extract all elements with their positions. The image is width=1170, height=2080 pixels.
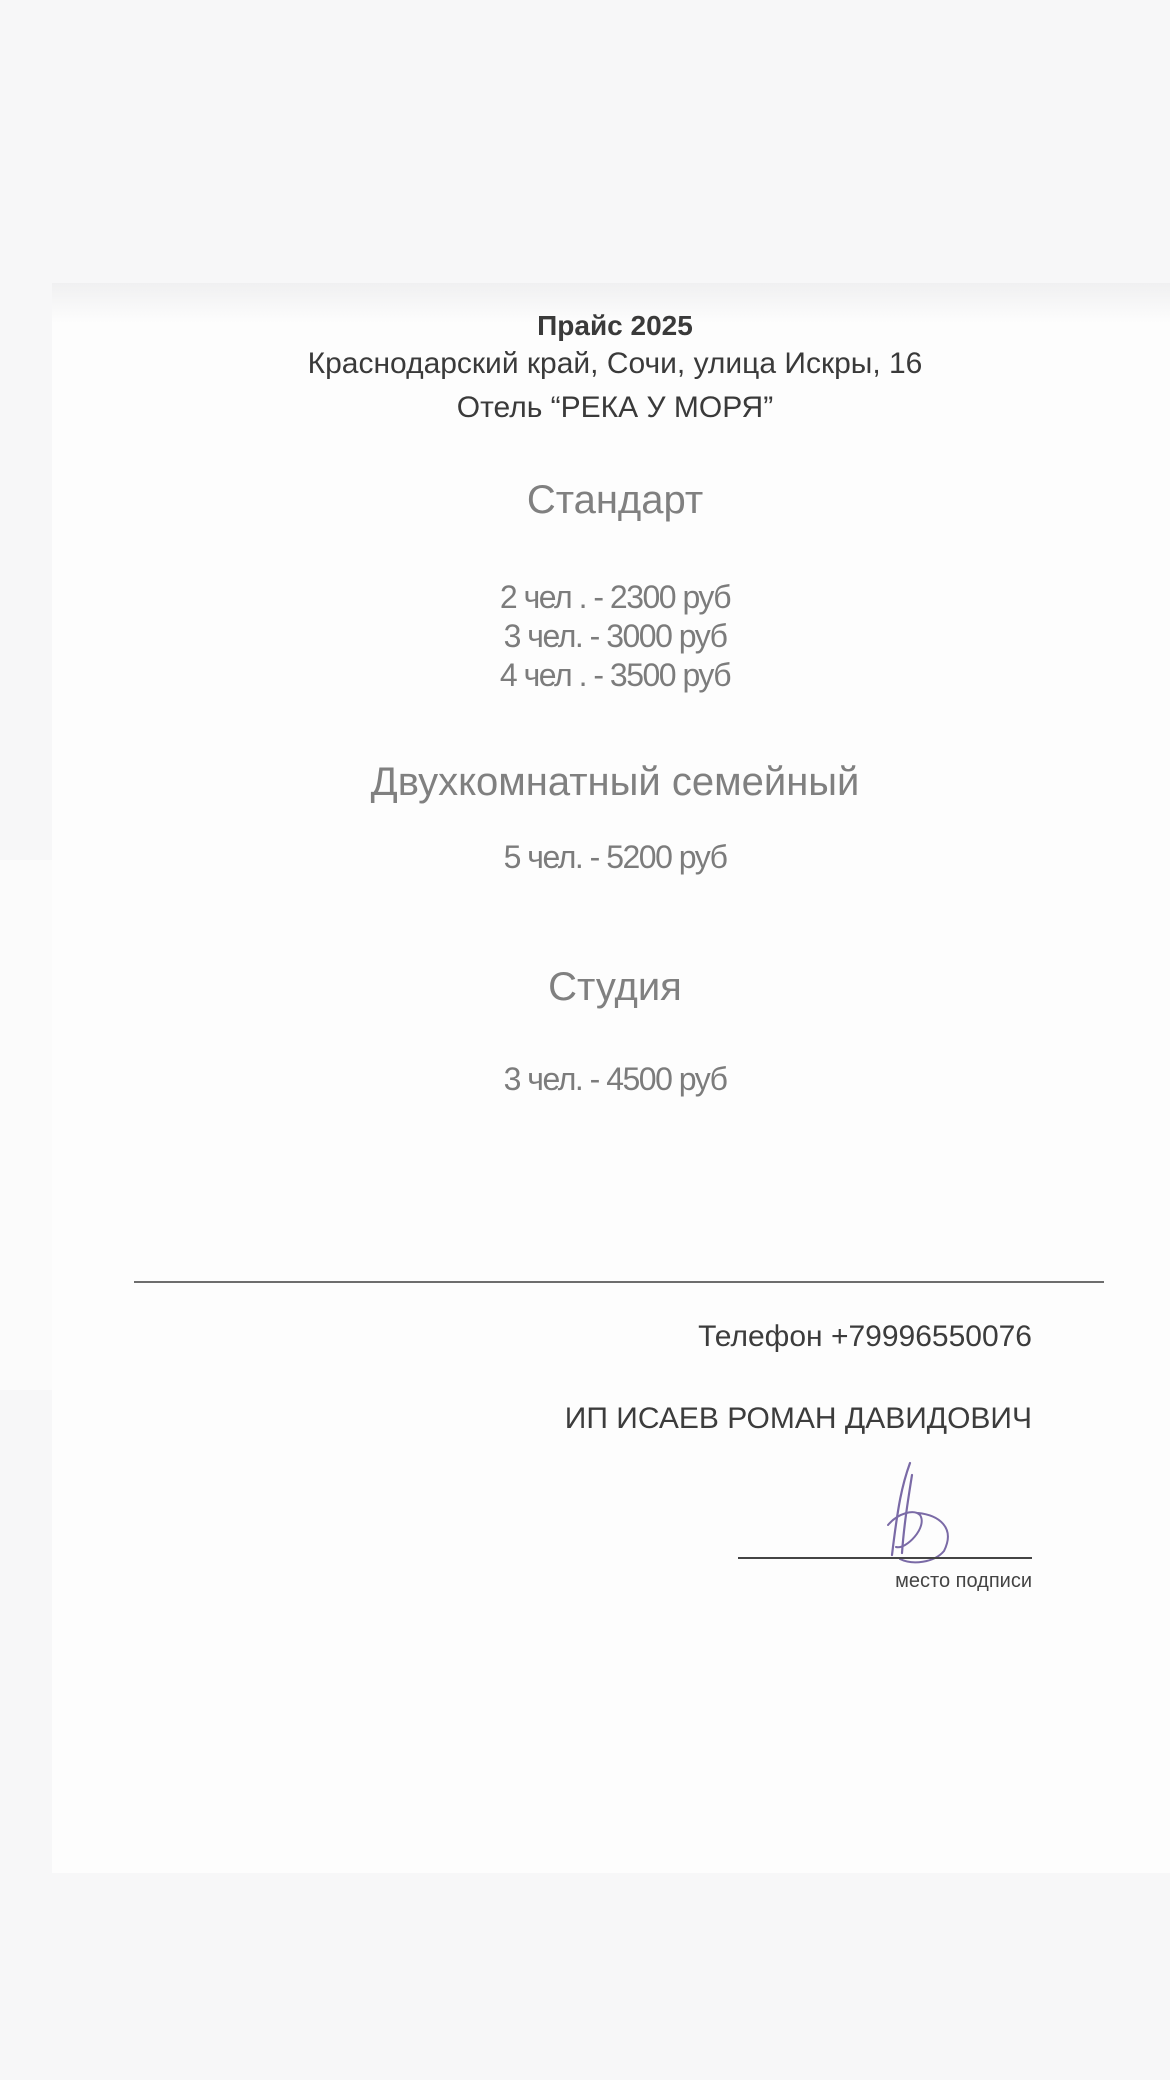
- divider-line: [134, 1281, 1104, 1283]
- phone-number: Телефон +79996550076: [698, 1320, 1032, 1353]
- section-title-family: Двухкомнатный семейный: [370, 760, 860, 804]
- price-line: 3 чел. - 3000 руб: [503, 618, 727, 654]
- owner-name: ИП ИСАЕВ РОМАН ДАВИДОВИЧ: [564, 1402, 1032, 1435]
- price-line: 5 чел. - 5200 руб: [503, 839, 727, 875]
- price-line: 4 чел . - 3500 руб: [499, 657, 731, 693]
- price-line: 3 чел. - 4500 руб: [503, 1061, 727, 1097]
- price-line: 2 чел . - 2300 руб: [499, 579, 731, 615]
- hotel-address: Краснодарский край, Сочи, улица Искры, 16: [307, 347, 923, 380]
- document-title: Прайс 2025: [537, 310, 693, 341]
- signature-caption: место подписи: [895, 1570, 1032, 1592]
- section-title-studio: Студия: [548, 965, 682, 1009]
- background-edge: [0, 860, 52, 1390]
- signature-line: [738, 1557, 1032, 1559]
- hotel-name: Отель “РЕКА У МОРЯ”: [456, 391, 774, 424]
- section-title-standard: Стандарт: [526, 478, 704, 522]
